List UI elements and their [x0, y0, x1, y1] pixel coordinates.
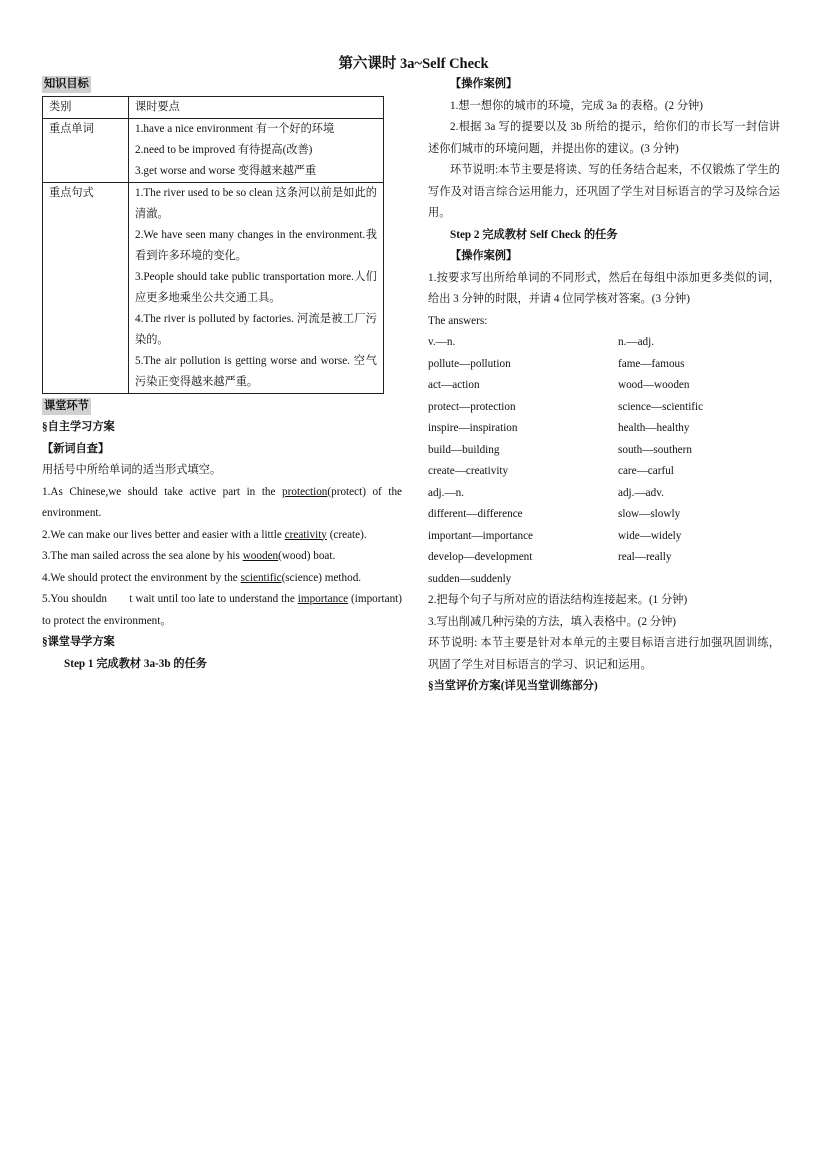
answer: wooden — [242, 550, 279, 562]
list-item: 4.The river is polluted by factories. 河流是被工厂污染的。 — [135, 312, 377, 346]
list-item: act—action wood—wooden — [428, 379, 690, 391]
case-heading-2: 【操作案例】 — [450, 250, 518, 262]
row-items — [129, 118, 384, 182]
list-item: develop—development real—really — [428, 551, 672, 563]
list-item: sudden—suddenly — [428, 572, 512, 585]
table-header-row — [43, 96, 384, 118]
list-item: build—building south—southern — [428, 443, 692, 456]
list-item: v.—n. n.—adj. — [428, 336, 655, 348]
list-item: important—importance wide—widely — [428, 529, 682, 542]
answer: creativity — [284, 528, 327, 541]
goals-table — [42, 96, 384, 394]
answer: importance — [297, 593, 349, 605]
new-words-heading: 【新词自查】 — [42, 442, 110, 455]
list-item: pollute—pollution fame—famous — [428, 357, 685, 370]
exercise-4: 4.We should protect the environment by the scientific(science) method. — [42, 571, 362, 584]
row-items — [129, 182, 384, 393]
list-item: 2.need to be improved 有待提高(改善) — [135, 143, 313, 156]
step-2: Step 2 完成教材 Self Check 的任务 — [450, 228, 618, 241]
list-item: 3.People should take public transportation more.人们应更多地乘坐公共交通工具。 — [135, 270, 377, 304]
exercise-2: 2.We can make our lives better and easier with a little creativity (create). — [42, 528, 367, 541]
answer: protection — [282, 485, 328, 498]
case-heading-1: 【操作案例】 — [450, 78, 518, 90]
case-1-item-1: 1.想一想你的城市的环境，完成 3a 的表格。(2 分钟) — [450, 99, 703, 112]
table-row — [43, 182, 384, 393]
evaluation-heading: §当堂评价方案(详见当堂训练部分) — [428, 680, 598, 692]
note-2: 环节说明: 本节主要是针对本单元的主要目标语言进行加强巩固训练，巩固了学生对目标语言的学习、识记和运用。 — [428, 637, 780, 671]
answer: scientific — [240, 571, 282, 584]
row-category: 重点单词 — [43, 118, 129, 182]
exercise-5: 5.You shouldn t wait until too late to understand the importance (important) to protect the environment。 — [42, 593, 403, 627]
exercise-3: 3.The man sailed across the sea alone by his wooden(wood) boat. — [42, 550, 336, 562]
goals-tag: 知识目标 — [42, 76, 91, 93]
table-row — [43, 118, 384, 182]
list-item: inspire—inspiration health—healthy — [428, 422, 690, 434]
page-title: 第六课时 3a~Self Check — [338, 56, 489, 72]
case-2-item-2: 2.把每个句子与所对应的语法结构连接起来。(1 分钟) — [428, 594, 688, 606]
list-item: protect—protection science—scientific — [428, 400, 704, 413]
list-item: 1.The river used to be so clean 这条河以前是如此的清澈。 — [135, 186, 377, 220]
answers-list — [428, 332, 780, 590]
left-column — [42, 74, 402, 675]
class-tag: 课堂环节 — [42, 398, 91, 415]
list-item: different—difference slow—slowly — [428, 508, 681, 520]
instruction: 用括号中所给单词的适当形式填空。 — [42, 464, 222, 476]
case-2-item-3: 3.写出削减几种污染的方法，填入表格中。(2 分钟) — [428, 615, 676, 628]
header-points: 课时要点 — [129, 96, 384, 118]
note-1: 环节说明:本节主要是将读、写的任务结合起来，不仅锻炼了学生的写作及对语言综合运用能力，还巩固了学生对目标语言的学习及综合运用。 — [428, 164, 780, 219]
header-category: 类别 — [43, 96, 129, 118]
exercise-1: 1.As Chinese,we should take active part in the protection(protect) of the environment. — [42, 485, 403, 519]
list-item: adj.—n. adj.—adv. — [428, 486, 664, 499]
right-column — [428, 74, 780, 698]
guide-heading: §课堂导学方案 — [42, 636, 115, 648]
case-1-item-2: 2.根据 3a 写的提要以及 3b 所给的提示，给你们的市长写一封信讲述你们城市的环境问题，并提出你的建议。(3 分钟) — [428, 121, 780, 155]
list-item: 1.have a nice environment 有一个好的环境 — [135, 122, 335, 135]
case-2-item-1: 1.按要求写出所给单词的不同形式，然后在每组中添加更多类似的词，给出 3 分钟的时限，并请 4 位同学核对答案。(3 分钟) — [428, 271, 780, 305]
list-item: create—creativity care—carful — [428, 465, 674, 477]
list-item: 2.We have seen many changes in the environment.我看到许多环境的变化。 — [135, 228, 377, 262]
self-study-heading: §自主学习方案 — [42, 421, 115, 433]
list-item: 5.The air pollution is getting worse and worse. 空气污染正变得越来越严重。 — [135, 354, 377, 388]
row-category: 重点句式 — [43, 182, 129, 393]
step-1: Step 1 完成教材 3a-3b 的任务 — [64, 657, 207, 670]
list-item: 3.get worse and worse 变得越来越严重 — [135, 164, 317, 177]
answers-label: The answers: — [428, 314, 488, 327]
